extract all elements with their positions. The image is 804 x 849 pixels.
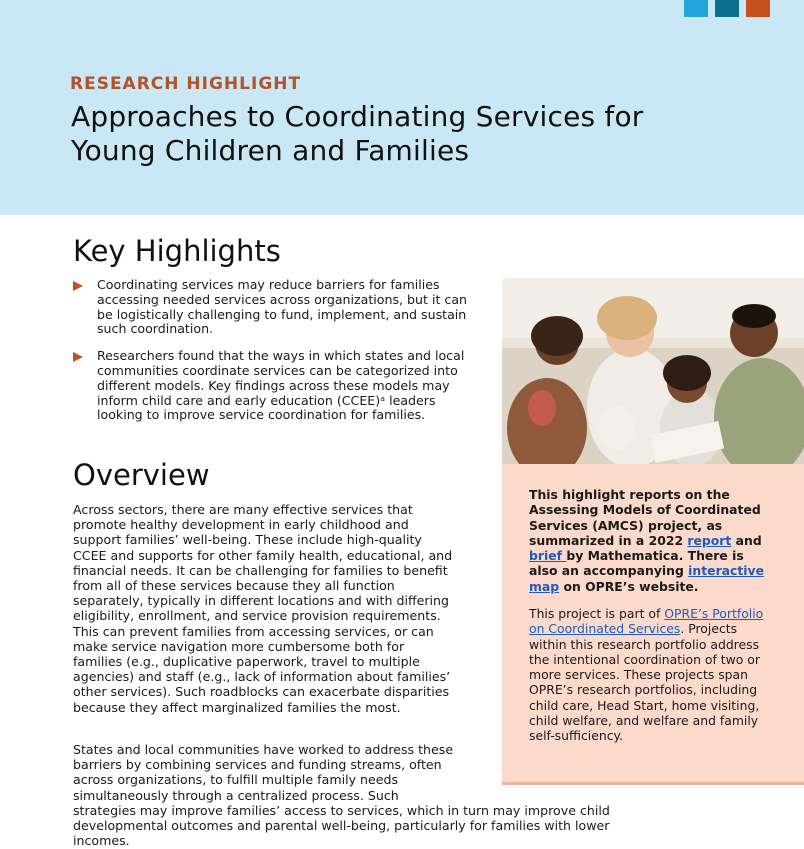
- triangle-bullet-icon: [73, 281, 83, 291]
- family-reading-photo: [502, 278, 804, 464]
- triangle-bullet-icon: [73, 352, 83, 362]
- overview-heading: Overview: [73, 458, 210, 492]
- sidebar-text: by Mathematica. There is also an accompanying: [529, 548, 744, 579]
- sidebar-text: and: [731, 532, 762, 548]
- portfolio-link[interactable]: OPRE’s Portfolio on Coordinated Services: [529, 606, 764, 637]
- highlight-text: Researchers found that the ways in which states and local communities coordinate services can be categorized into different models. Key findings across these models may inform child care and early education (CCEE)ᵃ leaders looking to improve service coordination for families.: [97, 348, 465, 423]
- key-highlights-list: [73, 278, 473, 435]
- overview-paragraph-1: Across sectors, there are many effective services that promote healthy development in early childhood and support families’ well-being. These include high-quality CCEE and supports for other family health, educational, and financial needs. It can be challenging for families to benefit from all of these services because they all function separately, typically in different locations and with differing eligibility, enrollment, and service provision requirements. This can prevent families from accessing services, or can make service navigation more cumbersome both for families (e.g., duplicative paperwork, travel to multiple agencies) and staff (e.g., lack of information about families’ other services). Such roadblocks can exacerbate disparities because they affect marginalized families the most.: [73, 502, 453, 715]
- brief-link[interactable]: brief: [529, 548, 567, 564]
- title-line-1: Approaches to Coordinating Services for: [71, 100, 644, 133]
- decorative-square-navy: [715, 0, 739, 17]
- sidebar-paragraph-1: [529, 487, 765, 594]
- sidebar-text: This project is part of: [529, 606, 665, 621]
- title-line-2: Young Children and Families: [71, 134, 470, 167]
- research-highlight-label: RESEARCH HIGHLIGHT: [70, 74, 302, 94]
- highlight-text: Coordinating services may reduce barriers for families accessing needed services across organizations, but it can be logistically challenging to fund, implement, and sustain such coordination.: [97, 277, 468, 337]
- highlight-bullet: [73, 278, 473, 337]
- sidebar-text: . Projects within this research portfolio address the intentional coordination of two or more services. These projects span OPRE’s research portfolios, including child care, Head Start, home visiting, child welfare, and welfare and family self-sufficiency.: [529, 621, 760, 744]
- sidebar-paragraph-2: [529, 606, 765, 744]
- page-title: [71, 100, 751, 168]
- sidebar-bottom-border: [502, 782, 804, 785]
- interactive-map-link[interactable]: interactive map: [529, 563, 765, 594]
- decorative-square-light-blue: [684, 0, 708, 17]
- highlight-bullet: [73, 349, 473, 423]
- sidebar-text: This highlight reports on the Assessing Models of Coordinated Services (AMCS) project, as summarized in a 2022: [529, 487, 761, 548]
- decorative-square-orange: [746, 0, 770, 17]
- report-link[interactable]: report: [687, 532, 732, 548]
- overview-paragraph-2: States and local communities have worked to address these barriers by combining services and funding streams, often across organizations, to fulfill multiple family needs simultaneously through a centralized process. Such: [73, 742, 454, 803]
- family-reading-illustration: [502, 278, 804, 464]
- sidebar-text: on OPRE’s website.: [559, 578, 699, 594]
- key-highlights-heading: Key Highlights: [73, 234, 281, 268]
- overview-paragraph-3: strategies may improve families’ access to services, which in turn may improve child developmental outcomes and parental well-being, particularly for families with lower incomes.: [73, 803, 610, 849]
